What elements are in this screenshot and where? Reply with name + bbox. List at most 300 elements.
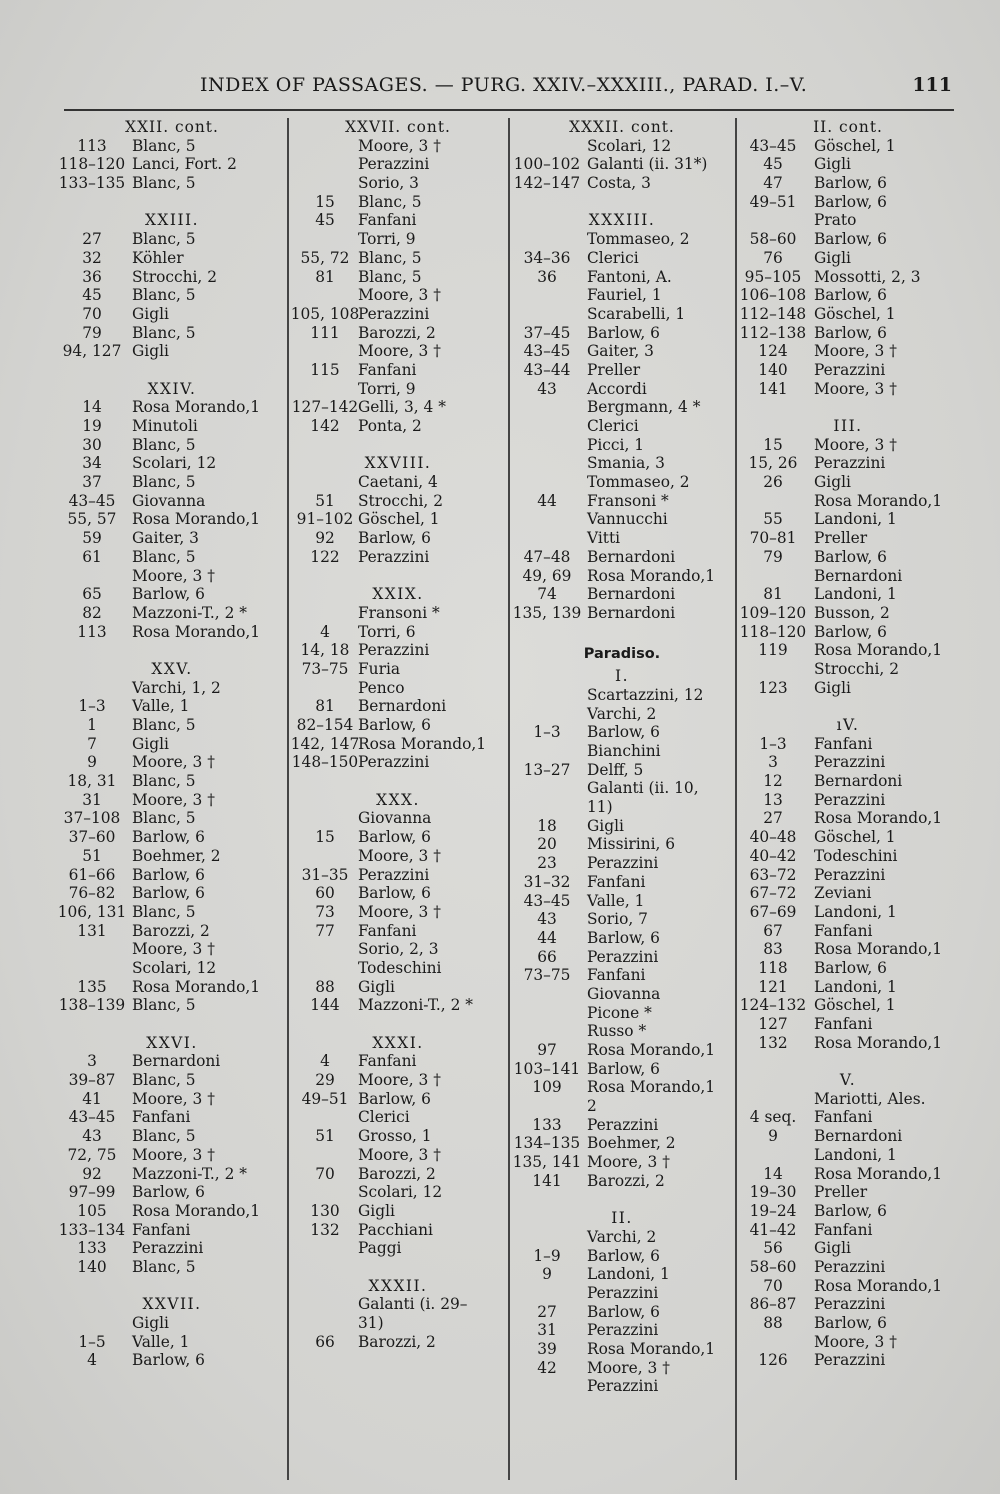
authority-name: Giovanna — [132, 491, 206, 510]
line-reference: 27 — [763, 809, 783, 828]
authority-name: Sorio, 3 — [358, 174, 419, 193]
line-reference: 133 — [77, 1239, 107, 1258]
authority-name: Blanc, 5 — [132, 772, 196, 791]
authority-name: Rosa Morando,1 — [132, 977, 261, 996]
authority-name: Gigli — [814, 248, 851, 267]
authority-name: Galanti (ii. 10, — [587, 779, 699, 798]
index-entry — [56, 604, 288, 623]
authority-name: Boehmer, 2 — [132, 846, 221, 865]
index-entry — [511, 817, 733, 836]
index-entry — [511, 854, 733, 873]
authority-name: Bernardoni — [814, 772, 903, 791]
authority-name: Rosa Morando,1 — [814, 1164, 943, 1183]
authority-name: Barozzi, 2 — [358, 1332, 436, 1351]
authority-name: Perazzini — [358, 865, 430, 884]
index-entry — [290, 828, 506, 847]
index-entry — [290, 922, 506, 941]
index-entry — [738, 1165, 958, 1184]
index-entry — [56, 753, 288, 772]
spacer — [511, 193, 733, 212]
line-reference: 1–3 — [533, 723, 561, 742]
authority-name: Tommaseo, 2 — [587, 473, 690, 492]
authority-name: Sorio, 7 — [587, 910, 648, 929]
header-rule — [64, 109, 954, 111]
index-entry — [511, 929, 733, 948]
line-reference: 45 — [763, 155, 783, 174]
line-reference: 36 — [537, 267, 557, 286]
line-reference: 37–108 — [63, 809, 121, 828]
line-reference: 18 — [537, 816, 557, 835]
index-entry — [511, 1153, 733, 1172]
authority-name: Moore, 3 † — [814, 379, 897, 398]
index-entry — [738, 454, 958, 473]
index-entry — [56, 398, 288, 417]
line-reference: 1–3 — [759, 734, 787, 753]
authority-name: Barlow, 6 — [814, 1201, 887, 1220]
index-entry — [511, 948, 733, 967]
line-reference: 31–35 — [301, 865, 349, 884]
authority-name: Gigli — [814, 678, 851, 697]
line-reference: 4 — [320, 622, 330, 641]
authority-name: Moore, 3 † — [587, 1153, 670, 1172]
authority-name: Blanc, 5 — [132, 473, 196, 492]
spacer — [56, 1277, 288, 1296]
authority-name: Galanti (i. 29– — [358, 1295, 468, 1314]
line-reference: 97–99 — [68, 1183, 116, 1202]
authority-name: Valle, 1 — [587, 891, 645, 910]
index-entry — [511, 473, 733, 492]
authority-name: Barlow, 6 — [358, 828, 431, 847]
index-entry — [290, 623, 506, 642]
line-reference: 27 — [82, 230, 102, 249]
authority-name: Moore, 3 † — [358, 342, 441, 361]
line-reference: 20 — [537, 835, 557, 854]
authority-name: Barlow, 6 — [358, 884, 431, 903]
line-reference: 42 — [537, 1358, 557, 1377]
authority-name: Costa, 3 — [587, 174, 651, 193]
index-entry — [290, 342, 506, 361]
authority-name: Strocchi, 2 — [814, 659, 900, 678]
line-reference: 81 — [315, 697, 335, 716]
authority-name: Gigli — [132, 1314, 169, 1332]
index-entry — [738, 1034, 958, 1053]
authority-name: Moore, 3 † — [814, 435, 897, 454]
line-reference: 55, 57 — [67, 510, 117, 529]
authority-name: Fanfani — [814, 734, 873, 753]
index-entry — [511, 1340, 733, 1359]
authority-name: Gigli — [358, 977, 395, 996]
index-entry — [511, 585, 733, 604]
line-reference: 105 — [77, 1201, 107, 1220]
spacer — [290, 567, 506, 586]
index-entry — [56, 847, 288, 866]
line-reference: 103–141 — [513, 1059, 581, 1078]
line-reference: 148–150 — [291, 753, 359, 772]
index-entry — [738, 211, 958, 230]
index-entry — [290, 361, 506, 380]
index-entry — [511, 798, 733, 817]
line-reference: 144 — [310, 996, 340, 1015]
index-entry — [511, 761, 733, 780]
authority-name: Todeschini — [358, 958, 442, 977]
authority-name: Moore, 3 † — [814, 1332, 897, 1351]
authority-name: Barlow, 6 — [814, 174, 887, 193]
index-entry — [738, 1258, 958, 1277]
index-entry — [738, 529, 958, 548]
authority-name: Torri, 6 — [358, 622, 416, 641]
index-entry — [290, 1146, 506, 1165]
index-entry — [290, 398, 506, 417]
authority-name: Barlow, 6 — [814, 547, 887, 566]
index-entry — [738, 249, 958, 268]
authority-name: Sorio, 2, 3 — [358, 940, 439, 959]
page-number: 111 — [912, 74, 952, 96]
index-entry — [56, 342, 288, 361]
index-entry — [290, 193, 506, 212]
line-reference: 55, 72 — [300, 248, 350, 267]
index-entry — [511, 380, 733, 399]
index-entry — [738, 585, 958, 604]
authority-name: Picci, 1 — [587, 435, 645, 454]
index-entry — [511, 1321, 733, 1340]
authority-name: 31) — [358, 1314, 384, 1332]
line-reference: 133–134 — [58, 1220, 126, 1239]
authority-name: Fanfani — [358, 360, 417, 379]
line-reference: 124 — [758, 342, 788, 361]
line-reference: 115 — [310, 360, 340, 379]
line-reference: 131 — [77, 921, 107, 940]
authority-name: Rosa Morando,1 — [814, 641, 943, 660]
index-entry — [56, 679, 288, 698]
index-entry — [56, 1202, 288, 1221]
index-entry — [56, 791, 288, 810]
authority-name: Barlow, 6 — [587, 1246, 660, 1265]
line-reference: 43 — [537, 910, 557, 929]
index-entry — [290, 137, 506, 156]
line-reference: 79 — [763, 547, 783, 566]
authority-name: Fanfani — [132, 1220, 191, 1239]
line-reference: 126 — [758, 1351, 788, 1370]
line-reference: 18, 31 — [67, 772, 117, 791]
line-reference: 1–3 — [78, 697, 106, 716]
authority-name: Blanc, 5 — [132, 286, 196, 305]
line-reference: 31 — [537, 1321, 557, 1340]
index-entry — [511, 1097, 733, 1116]
authority-name: Bianchini — [587, 742, 661, 760]
index-entry — [738, 791, 958, 810]
canto-heading: XXVII. — [142, 1295, 202, 1314]
authority-name: Köhler — [132, 248, 184, 267]
authority-name: Blanc, 5 — [132, 902, 196, 921]
line-reference: 130 — [310, 1201, 340, 1220]
index-entry — [738, 137, 958, 156]
authority-name: Moore, 3 † — [132, 790, 215, 809]
index-entry — [738, 884, 958, 903]
index-entry — [738, 1239, 958, 1258]
line-reference: 3 — [768, 753, 778, 772]
canto-heading: XXIV. — [147, 379, 197, 398]
index-entry — [511, 230, 733, 249]
authority-name: Caetani, 4 — [358, 473, 438, 492]
authority-name: 2 — [587, 1097, 597, 1116]
spacer — [290, 772, 506, 791]
index-entry — [290, 211, 506, 230]
line-reference: 73–75 — [301, 659, 349, 678]
index-entry — [738, 866, 958, 885]
authority-name: Varchi, 2 — [587, 704, 657, 723]
authority-name: Barlow, 6 — [132, 884, 205, 903]
canto-heading: XXIX. — [372, 585, 424, 604]
spacer — [511, 623, 733, 642]
authority-name: Furia — [358, 659, 401, 678]
authority-name: Gigli — [587, 816, 624, 835]
spacer — [290, 1258, 506, 1277]
authority-name: Rosa Morando,1 — [814, 1276, 943, 1295]
authority-name: Blanc, 5 — [132, 996, 196, 1015]
spacer — [56, 193, 288, 212]
authority-name: Perazzini — [814, 454, 886, 473]
line-reference: 123 — [758, 678, 788, 697]
index-entry — [738, 1108, 958, 1127]
line-reference: 112–138 — [739, 323, 807, 342]
index-entry — [511, 436, 733, 455]
authority-name: Blanc, 5 — [358, 248, 422, 267]
line-reference: 39 — [537, 1340, 557, 1358]
authority-name: Moore, 3 † — [132, 1145, 215, 1164]
line-reference: 81 — [763, 585, 783, 604]
column-divider-1 — [287, 118, 289, 1480]
line-reference: 14, 18 — [300, 641, 350, 660]
authority-name: Fanfani — [587, 872, 646, 891]
line-reference: 111 — [310, 323, 340, 342]
index-entry — [290, 1239, 506, 1258]
authority-name: Gigli — [814, 473, 851, 492]
line-reference: 91–102 — [296, 510, 354, 529]
index-entry — [511, 705, 733, 724]
authority-name: Barlow, 6 — [587, 323, 660, 342]
authority-name: Barlow, 6 — [587, 1059, 660, 1078]
line-reference: 58–60 — [749, 230, 797, 249]
authority-name: Fanfani — [814, 921, 873, 940]
index-entry — [511, 155, 733, 174]
index-entry — [738, 940, 958, 959]
index-entry — [56, 492, 288, 511]
authority-name: Barlow, 6 — [814, 323, 887, 342]
index-entry — [738, 492, 958, 511]
line-reference: 32 — [82, 248, 102, 267]
index-column-2 — [290, 118, 506, 1490]
line-reference: 142–147 — [513, 174, 581, 193]
index-column-1 — [56, 118, 288, 1490]
index-entry — [511, 1022, 733, 1041]
authority-name: Göschel, 1 — [814, 828, 896, 847]
authority-name: Gigli — [132, 342, 169, 361]
authority-name: Penco — [358, 678, 405, 697]
index-entry — [56, 1146, 288, 1165]
index-entry — [511, 1004, 733, 1023]
authority-name: Gigli — [132, 734, 169, 753]
index-entry — [56, 230, 288, 249]
line-reference: 14 — [763, 1164, 783, 1183]
column-divider-3 — [735, 118, 737, 1480]
authority-name: Barlow, 6 — [814, 286, 887, 305]
line-reference: 113 — [77, 622, 107, 641]
index-entry — [738, 1277, 958, 1296]
line-reference: 29 — [315, 1071, 335, 1090]
authority-name: Rosa Morando,1 — [132, 622, 261, 641]
index-entry — [56, 1090, 288, 1109]
line-reference: 45 — [82, 286, 102, 305]
authority-name: Landoni, 1 — [814, 585, 897, 604]
index-entry — [290, 1202, 506, 1221]
authority-name: Barlow, 6 — [358, 716, 431, 734]
line-reference: 34–36 — [523, 248, 571, 267]
index-entry — [290, 1090, 506, 1109]
index-entry — [738, 305, 958, 324]
line-reference: 92 — [315, 529, 335, 548]
line-reference: 121 — [758, 977, 788, 996]
line-reference: 66 — [315, 1332, 335, 1351]
line-reference: 73–75 — [523, 966, 571, 985]
authority-name: Russo * — [587, 1022, 647, 1041]
authority-name: Barlow, 6 — [587, 723, 660, 742]
line-reference: 31 — [82, 790, 102, 809]
index-entry — [511, 492, 733, 511]
line-reference: 19 — [82, 417, 102, 435]
index-entry — [290, 268, 506, 287]
line-reference: 127–142 — [291, 398, 359, 417]
index-entry — [511, 268, 733, 287]
line-reference: 51 — [315, 1127, 335, 1146]
authority-name: Perazzini — [814, 1295, 886, 1314]
line-reference: 43–45 — [68, 491, 116, 510]
index-entry — [290, 753, 506, 772]
line-reference: 119 — [758, 641, 788, 660]
line-reference: 65 — [82, 585, 102, 604]
index-entry — [738, 473, 958, 492]
line-reference: 4 seq. — [749, 1108, 797, 1127]
line-reference: 105, 108 — [290, 304, 360, 323]
index-entry — [738, 753, 958, 772]
line-reference: 34 — [82, 454, 102, 473]
index-entry — [56, 529, 288, 548]
authority-name: Giovanna — [587, 984, 661, 1003]
index-entry — [511, 723, 733, 742]
index-entry — [290, 324, 506, 343]
authority-name: Bernardoni — [814, 1127, 903, 1146]
authority-name: Varchi, 1, 2 — [132, 678, 221, 697]
index-entry — [738, 828, 958, 847]
index-entry — [511, 742, 733, 761]
line-reference: 47–48 — [523, 547, 571, 566]
authority-name: Fanfani — [814, 1108, 873, 1127]
authority-name: Landoni, 1 — [814, 1145, 897, 1164]
line-reference: 61 — [82, 547, 102, 566]
line-reference: 134–135 — [513, 1134, 581, 1153]
index-entry — [290, 959, 506, 978]
authority-name: Mossotti, 2, 3 — [814, 267, 921, 286]
line-reference: 15 — [315, 828, 335, 847]
index-entry — [738, 1351, 958, 1370]
authority-name: Preller — [814, 529, 868, 548]
authority-name: Rosa Morando,1 — [587, 1340, 716, 1358]
index-entry — [511, 966, 733, 985]
authority-name: Blanc, 5 — [132, 230, 196, 249]
index-entry — [56, 1351, 288, 1370]
authority-name: Minutoli — [132, 417, 198, 435]
line-reference: 19–30 — [749, 1183, 797, 1202]
authority-name: Barlow, 6 — [132, 585, 205, 604]
index-entry — [738, 922, 958, 941]
line-reference: 109 — [532, 1078, 562, 1097]
line-reference: 41 — [82, 1089, 102, 1108]
index-entry — [511, 604, 733, 623]
authority-name: Rosa Morando,1 — [358, 734, 487, 753]
canto-heading: XXX. — [376, 790, 420, 809]
index-entry — [511, 1078, 733, 1097]
line-reference: 44 — [537, 491, 557, 510]
line-reference: 118–120 — [739, 622, 807, 641]
index-entry — [290, 155, 506, 174]
line-reference: 81 — [315, 267, 335, 286]
index-entry — [738, 1146, 958, 1165]
index-entry — [511, 305, 733, 324]
index-entry — [738, 155, 958, 174]
index-entry — [56, 716, 288, 735]
index-entry — [511, 398, 733, 417]
authority-name: 11) — [587, 798, 613, 817]
canto-heading: XXXI. — [372, 1033, 424, 1052]
authority-name: Perazzini — [814, 360, 886, 379]
index-entry — [738, 903, 958, 922]
line-reference: 41–42 — [749, 1220, 797, 1239]
authority-name: Barlow, 6 — [814, 192, 887, 211]
line-reference: 13 — [763, 790, 783, 809]
line-reference: 4 — [320, 1052, 330, 1071]
index-entry — [511, 686, 733, 705]
index-column-3 — [511, 118, 733, 1490]
authority-name: Zeviani — [814, 884, 872, 903]
index-entry — [511, 249, 733, 268]
authority-name: Blanc, 5 — [132, 174, 196, 193]
line-reference: 140 — [758, 360, 788, 379]
authority-name: Bernardoni — [587, 547, 676, 566]
authority-name: Fantoni, A. — [587, 267, 672, 286]
index-entry — [290, 492, 506, 511]
index-entry — [290, 1108, 506, 1127]
line-reference: 58–60 — [749, 1257, 797, 1276]
index-entry — [738, 1333, 958, 1352]
authority-name: Barozzi, 2 — [132, 921, 210, 940]
index-entry — [56, 623, 288, 642]
line-reference: 79 — [82, 323, 102, 342]
authority-name: Perazzini — [358, 547, 430, 566]
line-reference: 67 — [763, 921, 783, 940]
line-reference: 59 — [82, 529, 102, 548]
index-entry — [738, 978, 958, 997]
authority-name: Bernardoni — [587, 585, 676, 604]
canto-heading: III. — [833, 417, 863, 435]
index-entry — [738, 268, 958, 287]
canto-heading: ıV. — [836, 716, 860, 734]
index-entry — [511, 137, 733, 156]
authority-name: Clerici — [587, 417, 639, 435]
index-entry — [511, 1265, 733, 1284]
line-reference: 19–24 — [749, 1201, 797, 1220]
index-entry — [738, 286, 958, 305]
line-reference: 118 — [758, 958, 788, 977]
index-entry — [56, 473, 288, 492]
